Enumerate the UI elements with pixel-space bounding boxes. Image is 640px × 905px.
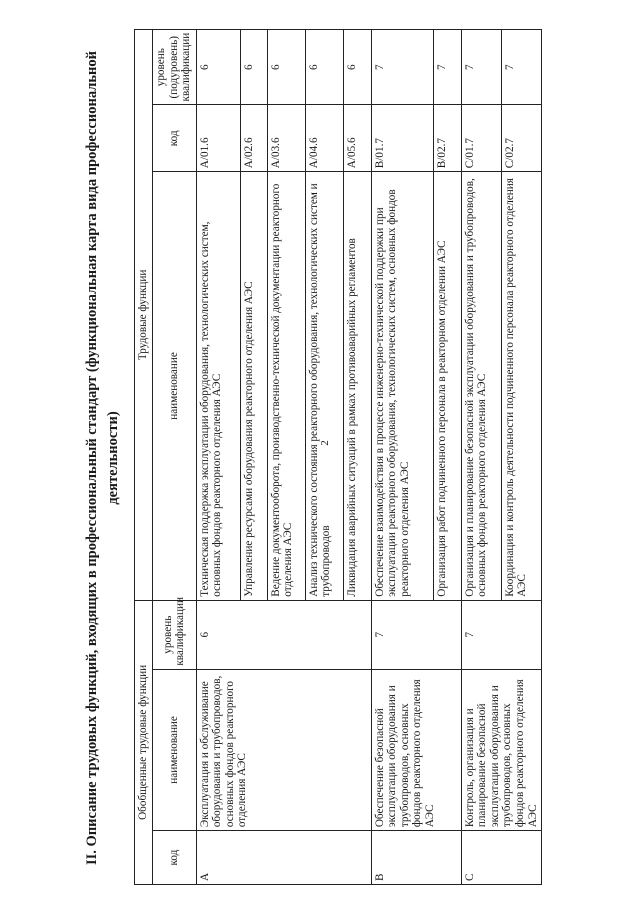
function-code: A/04.6 xyxy=(305,105,343,172)
function-name: Техническая поддержка эксплуатации оборудования, технологических систем, основных фондов реакторного отделения АЭС xyxy=(196,172,240,601)
function-name: Обеспечение взаимодействия в процессе инженерно-технической поддержки при эксплуатации реакторного оборудования, технологических систем, основных фондов реакторного отделения АЭС xyxy=(371,172,433,601)
function-code: A/02.6 xyxy=(240,105,267,172)
function-level: 6 xyxy=(240,30,267,105)
section-title: II. Описание трудовых функций, входящих в профессиональный стандарт (функциональная карта вида профессиональной деятельности) xyxy=(84,51,121,865)
function-level: 7 xyxy=(371,30,433,105)
function-code: A/03.6 xyxy=(267,105,305,172)
function-level: 7 xyxy=(461,30,501,105)
function-code: C/01.7 xyxy=(461,105,501,172)
group-level: 7 xyxy=(371,600,461,669)
group-code: A xyxy=(196,831,371,885)
function-name: Ликвидация аварийных ситуаций в рамках противоаварийных регламентов xyxy=(343,172,371,601)
group-level: 7 xyxy=(461,600,542,669)
header-tf-code: код xyxy=(152,105,196,172)
header-gf-level: уровень квалификации xyxy=(152,600,196,669)
function-code: B/01.7 xyxy=(371,105,433,172)
function-name: Управление ресурсами оборудования реакторного отделения АЭС xyxy=(240,172,267,601)
page-number: 2 xyxy=(319,440,331,446)
group-name: Обеспечение безопасной эксплуатации оборудования и трубопроводов, основных фондов реакторного отделения АЭС xyxy=(371,669,461,831)
function-code: B/02.7 xyxy=(433,105,461,172)
function-name: Анализ технического состояния реакторного оборудования, технологических систем и трубопроводов xyxy=(305,172,343,601)
function-code: A/01.6 xyxy=(196,105,240,172)
function-level: 6 xyxy=(343,30,371,105)
table-row xyxy=(371,30,433,885)
rotated-page-content xyxy=(82,23,602,893)
function-name: Координация и контроль деятельности подчиненного персонала реакторного отделения АЭС xyxy=(501,172,541,601)
group-level: 6 xyxy=(196,600,371,669)
header-gf-name: наименование xyxy=(152,669,196,831)
function-name: Организация работ подчиненного персонала в реакторном отделении АЭС xyxy=(433,172,461,601)
header-gf-code: код xyxy=(152,831,196,885)
function-level: 6 xyxy=(305,30,343,105)
group-code: C xyxy=(461,831,542,885)
table-body xyxy=(196,30,542,885)
function-level: 7 xyxy=(501,30,541,105)
group-code: B xyxy=(371,831,461,885)
functional-map-table xyxy=(134,29,542,885)
function-name: Организация и планирование безопасной эксплуатации оборудования и трубопроводов, основных фондов реакторного отделения АЭС xyxy=(461,172,501,601)
function-level: 6 xyxy=(267,30,305,105)
header-labor-functions: Трудовые функции xyxy=(135,30,153,601)
function-name: Ведение документооборота, производственно-технической документации реакторного отделения АЭС xyxy=(267,172,305,601)
header-generalized-functions: Обобщенные трудовые функции xyxy=(135,600,153,884)
table-row xyxy=(196,30,240,885)
function-code: C/02.7 xyxy=(501,105,541,172)
group-name: Эксплуатация и обслуживание оборудования и трубопроводов, основных фондов реакторного отделения АЭС xyxy=(196,669,371,831)
function-code: A/05.6 xyxy=(343,105,371,172)
table-row xyxy=(461,30,501,885)
header-tf-level: уровень (подуровень) квалификации xyxy=(152,30,196,105)
function-level: 7 xyxy=(433,30,461,105)
header-tf-name: наименование xyxy=(152,172,196,601)
function-level: 6 xyxy=(196,30,240,105)
group-name: Контроль, организация и планирование безопасной эксплуатации оборудования и трубопроводов, основных фондов реакторного отделения АЭС xyxy=(461,669,542,831)
